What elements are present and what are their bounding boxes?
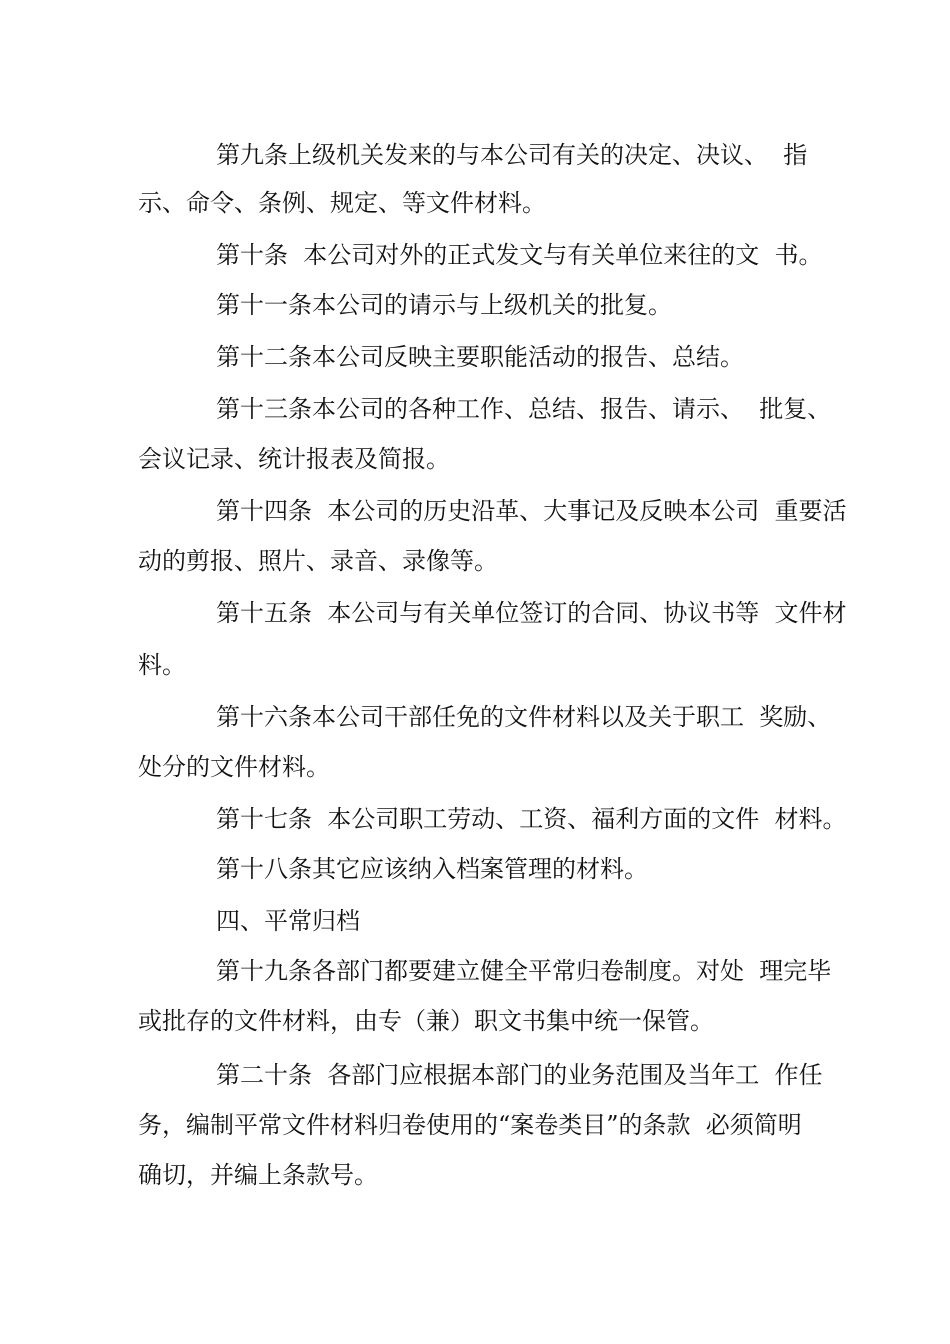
- paragraph-line: 第十八条其它应该纳入档案管理的材料。: [216, 855, 648, 883]
- paragraph-line: 第十三条本公司的各种工作、总结、报告、请示、 批复、: [216, 395, 832, 423]
- paragraph-line: 第十四条 本公司的历史沿革、大事记及反映本公司 重要活: [216, 497, 847, 525]
- paragraph-line: 第十五条 本公司与有关单位签订的合同、协议书等 文件材: [216, 599, 847, 627]
- paragraph-line: 第九条上级机关发来的与本公司有关的决定、决议、 指: [216, 141, 808, 169]
- paragraph-line: 第十二条本公司反映主要职能活动的报告、总结。: [216, 343, 744, 371]
- paragraph-line: 第十条 本公司对外的正式发文与有关单位来往的文 书。: [216, 241, 823, 269]
- paragraph-line: 会议记录、统计报表及简报。: [138, 445, 450, 473]
- paragraph-line: 第十一条本公司的请示与上级机关的批复。: [216, 291, 672, 319]
- paragraph-line: 第十六条本公司干部任免的文件材料以及关于职工 奖励、: [216, 703, 832, 731]
- paragraph-line: 第十七条 本公司职工劳动、工资、福利方面的文件 材料。: [216, 805, 847, 833]
- paragraph-line: 第二十条 各部门应根据本部门的业务范围及当年工 作任: [216, 1061, 823, 1089]
- paragraph-line: 料。: [138, 651, 186, 679]
- paragraph-line: 动的剪报、照片、录音、录像等。: [138, 547, 498, 575]
- paragraph-line: 处分的文件材料。: [138, 753, 330, 781]
- section-heading: 四、平常归档: [216, 907, 360, 935]
- paragraph-line: 确切，并编上条款号。: [138, 1161, 378, 1189]
- paragraph-line: 第十九条各部门都要建立健全平常归卷制度。对处 理完毕: [216, 957, 832, 985]
- paragraph-line: 务，编制平常文件材料归卷使用的“案卷类目”的条款 必须简明: [138, 1111, 802, 1139]
- paragraph-line: 示、命令、条例、规定、等文件材料。: [138, 189, 546, 217]
- paragraph-line: 或批存的文件材料，由专（兼）职文书集中统一保管。: [138, 1007, 714, 1035]
